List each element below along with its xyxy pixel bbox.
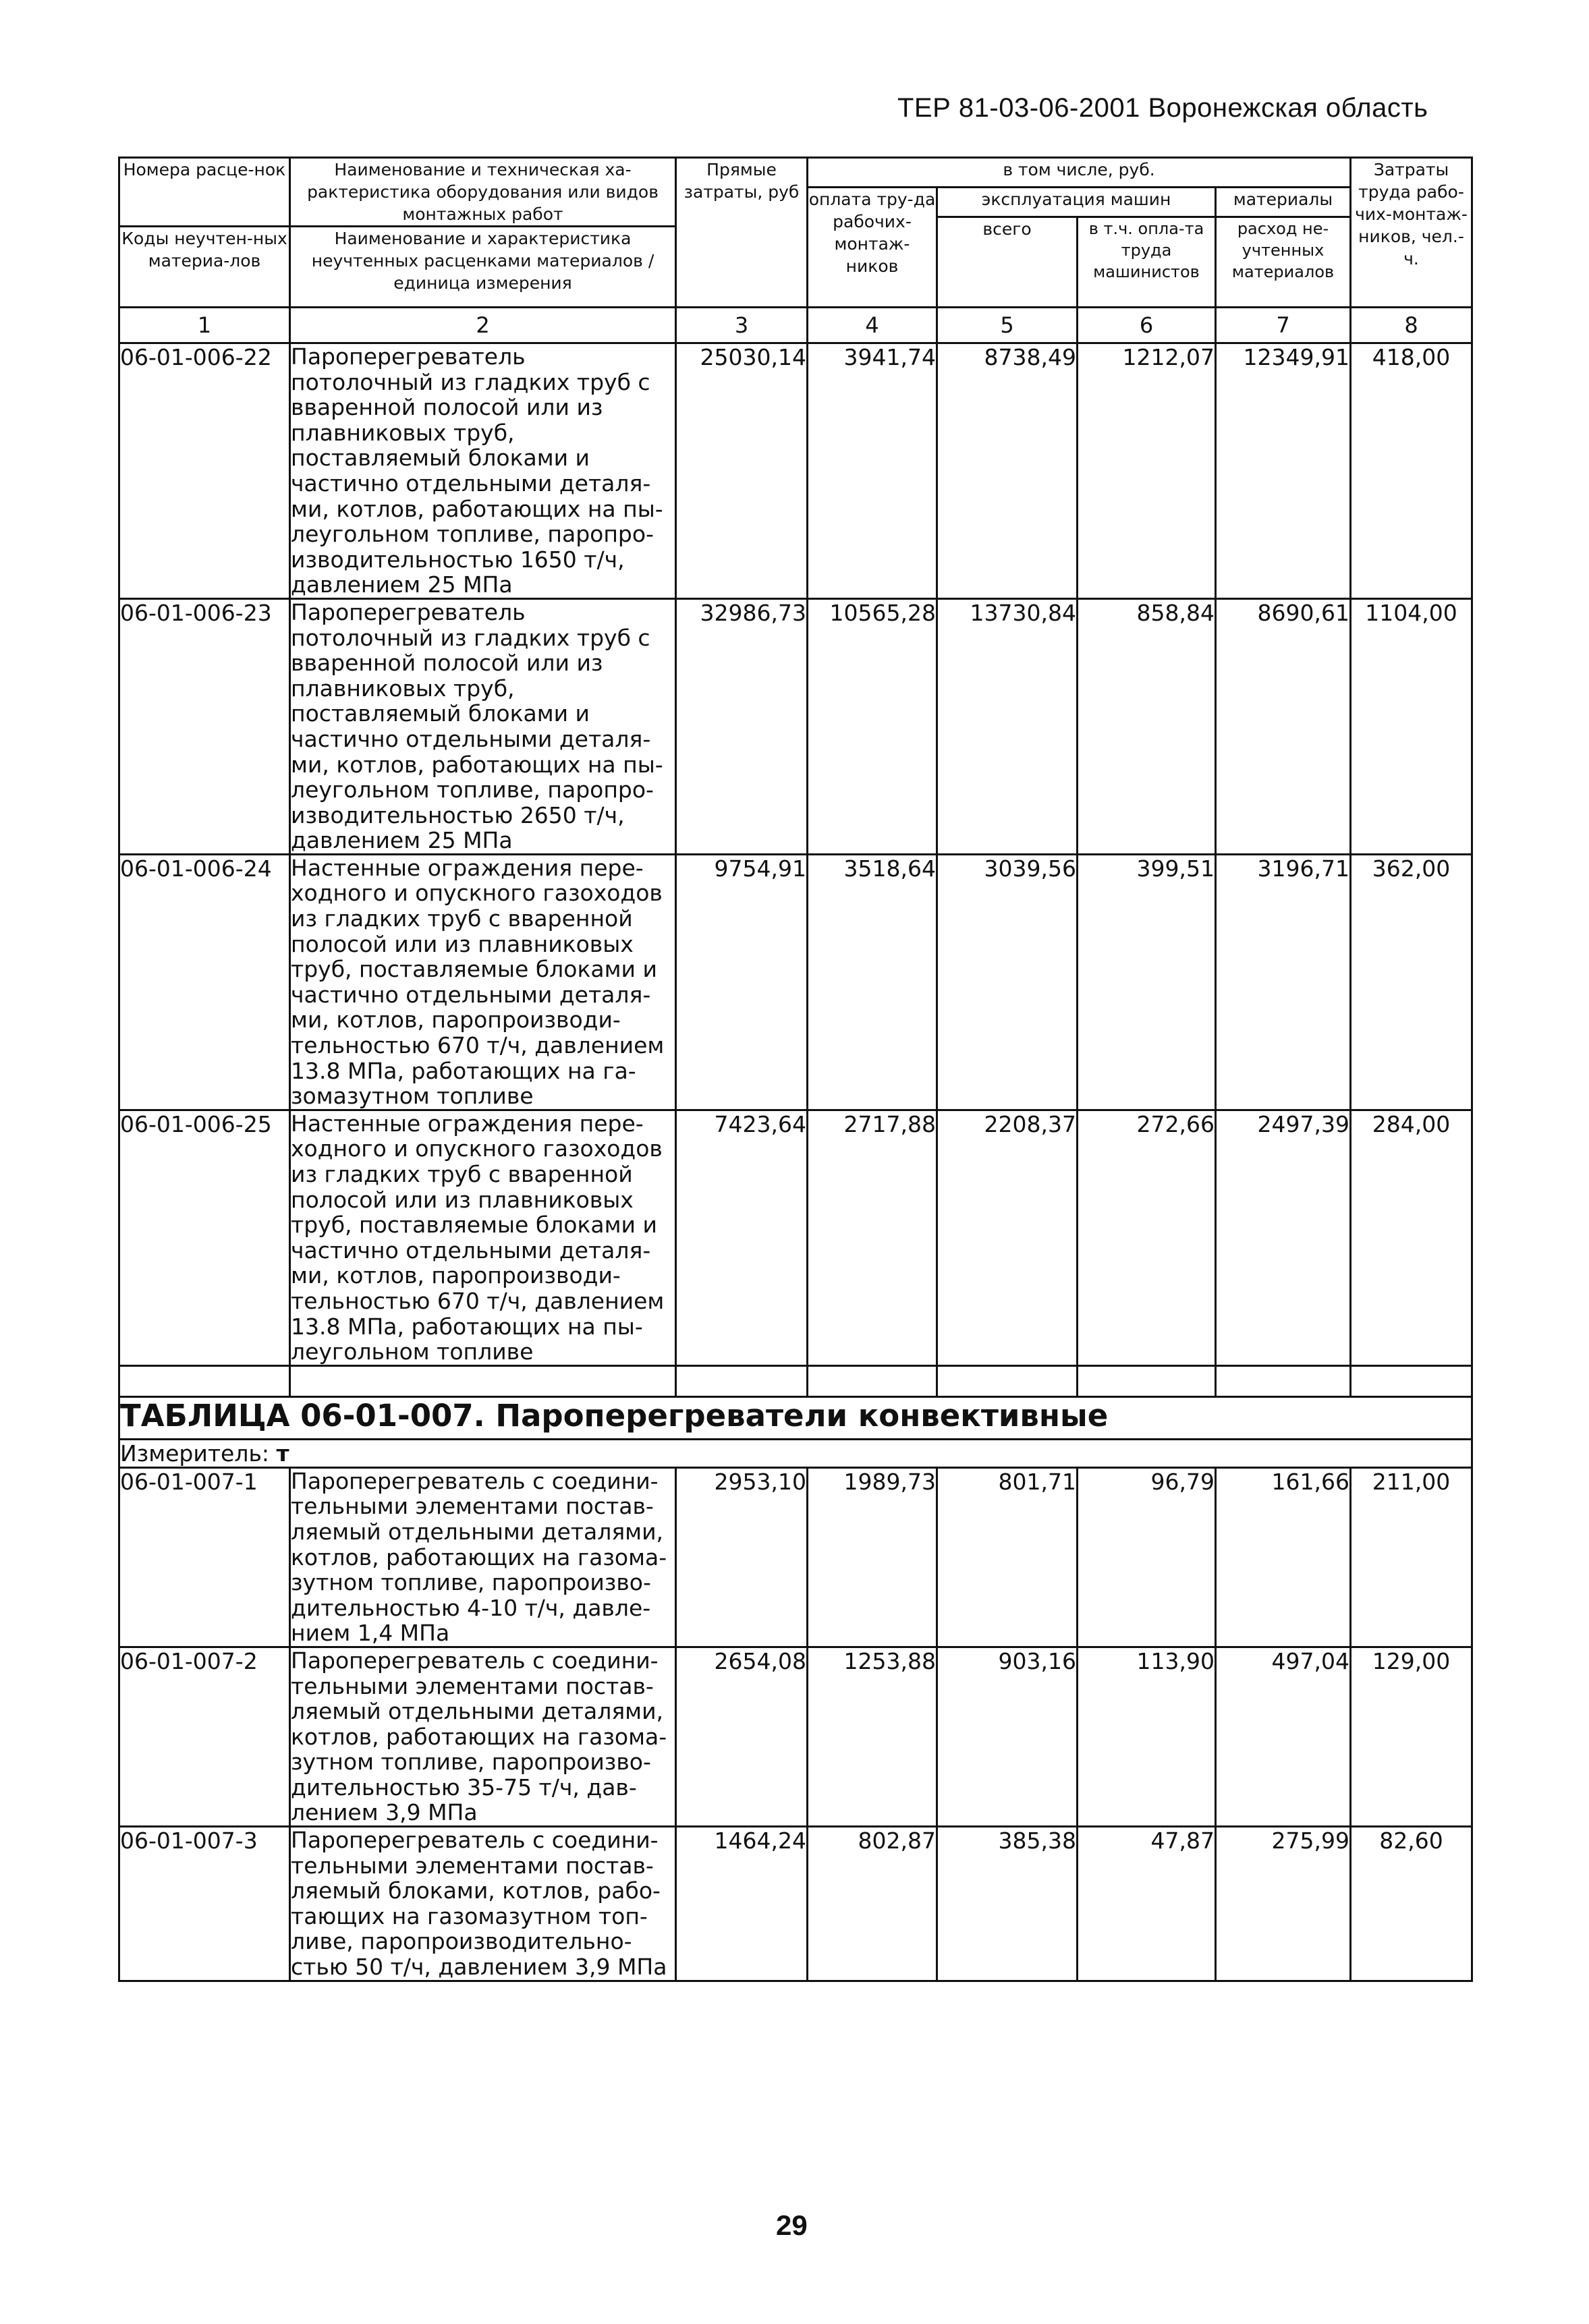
header-row-1 <box>119 158 1472 188</box>
header-incl-operators: в т.ч. опла-та труда машинистов <box>1078 217 1216 308</box>
rate-description: Пароперегреватель потолочный из гладких труб с вваренной полосой или из плавниковых труб, поставляемый блоками и частично отдельными деталя-ми, котлов, работающих на пы-леугольном топливе, паропро-изводительностью 2650 т/ч, давлением 25 МПа <box>290 598 676 854</box>
labor-hours-value: 418,00 <box>1351 343 1472 599</box>
column-number: 4 <box>808 308 937 343</box>
direct-costs-value: 32986,73 <box>676 598 808 854</box>
direct-costs-value: 2654,08 <box>676 1647 808 1826</box>
rate-code: 06-01-006-23 <box>119 598 290 854</box>
header-labor-pay: оплата тру-да рабочих-монтаж-ников <box>808 188 937 308</box>
header-materials: материалы <box>1216 188 1351 217</box>
table-row <box>119 343 1472 599</box>
labor-pay-value: 10565,28 <box>808 598 937 854</box>
header-name-top: Наименование и техническая ха-рактеристика оборудования или видов монтажных работ <box>290 158 676 227</box>
machines-total-value: 903,16 <box>937 1647 1078 1826</box>
labor-pay-value: 3518,64 <box>808 854 937 1110</box>
table-row <box>119 1647 1472 1826</box>
column-number: 7 <box>1216 308 1351 343</box>
direct-costs-value: 2953,10 <box>676 1467 808 1647</box>
direct-costs-value: 1464,24 <box>676 1827 808 1981</box>
header-total: всего <box>937 217 1078 308</box>
labor-hours-value: 284,00 <box>1351 1110 1472 1365</box>
section-title: ТАБЛИЦА 06-01-007. Пароперегреватели конвективные <box>119 1396 1472 1439</box>
operators-pay-value: 858,84 <box>1078 598 1216 854</box>
operators-pay-value: 96,79 <box>1078 1467 1216 1647</box>
unit-line <box>119 1439 1472 1467</box>
materials-value: 497,04 <box>1216 1647 1351 1826</box>
column-number: 5 <box>937 308 1078 343</box>
unit-value: т <box>276 1440 289 1467</box>
operators-pay-value: 47,87 <box>1078 1827 1216 1981</box>
rate-description: Пароперегреватель с соедини-тельными элементами постав-ляемый блоками, котлов, рабо-тающих на газомазутном топ-ливе, паропроизводительно-стью 50 т/ч, давлением 3,9 МПа <box>290 1827 676 1981</box>
table-row <box>119 598 1472 854</box>
spacer-row <box>119 1365 1472 1396</box>
table-row <box>119 1110 1472 1365</box>
materials-value: 8690,61 <box>1216 598 1351 854</box>
header-name-bottom: Наименование и характеристика неучтенных расценками материалов / единица измерения <box>290 227 676 308</box>
unit-label: Измеритель: <box>120 1440 270 1467</box>
section-title-row <box>119 1396 1472 1439</box>
page-number: 29 <box>776 2209 808 2241</box>
column-numbers-row <box>119 308 1472 343</box>
materials-value: 3196,71 <box>1216 854 1351 1110</box>
machines-total-value: 13730,84 <box>937 598 1078 854</box>
rate-code: 06-01-006-25 <box>119 1110 290 1365</box>
direct-costs-value: 7423,64 <box>676 1110 808 1365</box>
header-machine-operation: эксплуатация машин <box>937 188 1216 217</box>
labor-hours-value: 211,00 <box>1351 1467 1472 1647</box>
price-table <box>118 157 1473 1982</box>
labor-pay-value: 2717,88 <box>808 1110 937 1365</box>
rate-code: 06-01-006-24 <box>119 854 290 1110</box>
rate-description: Настенные ограждения пере-ходного и опускного газоходов из гладких труб с вваренной полосой или из плавниковых труб, поставляемые блоками и частично отдельными деталя-ми, котлов, паропроизводи-тельностью 670 т/ч, давлением 13.8 МПа, работающих на га-зомазутном топливе <box>290 854 676 1110</box>
rate-code: 06-01-007-3 <box>119 1827 290 1981</box>
direct-costs-value: 9754,91 <box>676 854 808 1110</box>
header-including: в том числе, руб. <box>808 158 1351 188</box>
labor-hours-value: 129,00 <box>1351 1647 1472 1826</box>
header-unaccounted-materials: расход не-учтенных материалов <box>1216 217 1351 308</box>
machines-total-value: 801,71 <box>937 1467 1078 1647</box>
materials-value: 12349,91 <box>1216 343 1351 599</box>
machines-total-value: 8738,49 <box>937 343 1078 599</box>
header-direct-costs: Прямые затраты, руб <box>676 158 808 308</box>
column-number: 2 <box>290 308 676 343</box>
operators-pay-value: 113,90 <box>1078 1647 1216 1826</box>
header-codes: Коды неучтен-ных материа-лов <box>119 227 290 308</box>
materials-value: 275,99 <box>1216 1827 1351 1981</box>
column-number: 3 <box>676 308 808 343</box>
labor-pay-value: 3941,74 <box>808 343 937 599</box>
operators-pay-value: 399,51 <box>1078 854 1216 1110</box>
table-row <box>119 854 1472 1110</box>
rate-code: 06-01-006-22 <box>119 343 290 599</box>
labor-hours-value: 82,60 <box>1351 1827 1472 1981</box>
labor-pay-value: 1989,73 <box>808 1467 937 1647</box>
table-row <box>119 1827 1472 1981</box>
operators-pay-value: 1212,07 <box>1078 343 1216 599</box>
machines-total-value: 3039,56 <box>937 854 1078 1110</box>
labor-hours-value: 362,00 <box>1351 854 1472 1110</box>
machines-total-value: 2208,37 <box>937 1110 1078 1365</box>
column-number: 8 <box>1351 308 1472 343</box>
labor-hours-value: 1104,00 <box>1351 598 1472 854</box>
operators-pay-value: 272,66 <box>1078 1110 1216 1365</box>
rate-code: 06-01-007-1 <box>119 1467 290 1647</box>
header-labor-costs: Затраты труда рабо-чих-монтаж-ников, чел.-ч. <box>1351 158 1472 308</box>
unit-row <box>119 1439 1472 1467</box>
materials-value: 2497,39 <box>1216 1110 1351 1365</box>
header-rate-numbers: Номера расце-нок <box>119 158 290 227</box>
column-number: 6 <box>1078 308 1216 343</box>
table-row <box>119 1467 1472 1647</box>
document-header: ТЕР 81-03-06-2001 Воронежская область <box>897 93 1428 123</box>
rate-description: Пароперегреватель с соедини-тельными элементами постав-ляемый отдельными деталями, котлов, работающих на газома-зутном топливе, паропроизво-дительностью 4-10 т/ч, давле-нием 1,4 МПа <box>290 1467 676 1647</box>
rate-description: Настенные ограждения пере-ходного и опускного газоходов из гладких труб с вваренной полосой или из плавниковых труб, поставляемые блоками и частично отдельными деталя-ми, котлов, паропроизводи-тельностью 670 т/ч, давлением 13.8 МПа, работающих на пы-леугольном топливе <box>290 1110 676 1365</box>
materials-value: 161,66 <box>1216 1467 1351 1647</box>
labor-pay-value: 1253,88 <box>808 1647 937 1826</box>
rate-description: Пароперегреватель с соедини-тельными элементами постав-ляемый отдельными деталями, котлов, работающих на газома-зутном топливе, паропроизво-дительностью 35-75 т/ч, дав-лением 3,9 МПа <box>290 1647 676 1826</box>
machines-total-value: 385,38 <box>937 1827 1078 1981</box>
rate-code: 06-01-007-2 <box>119 1647 290 1826</box>
rate-description: Пароперегреватель потолочный из гладких труб с вваренной полосой или из плавниковых труб, поставляемый блоками и частично отдельными деталя-ми, котлов, работающих на пы-леугольном топливе, паропро-изводительностью 1650 т/ч, давлением 25 МПа <box>290 343 676 599</box>
direct-costs-value: 25030,14 <box>676 343 808 599</box>
column-number: 1 <box>119 308 290 343</box>
labor-pay-value: 802,87 <box>808 1827 937 1981</box>
